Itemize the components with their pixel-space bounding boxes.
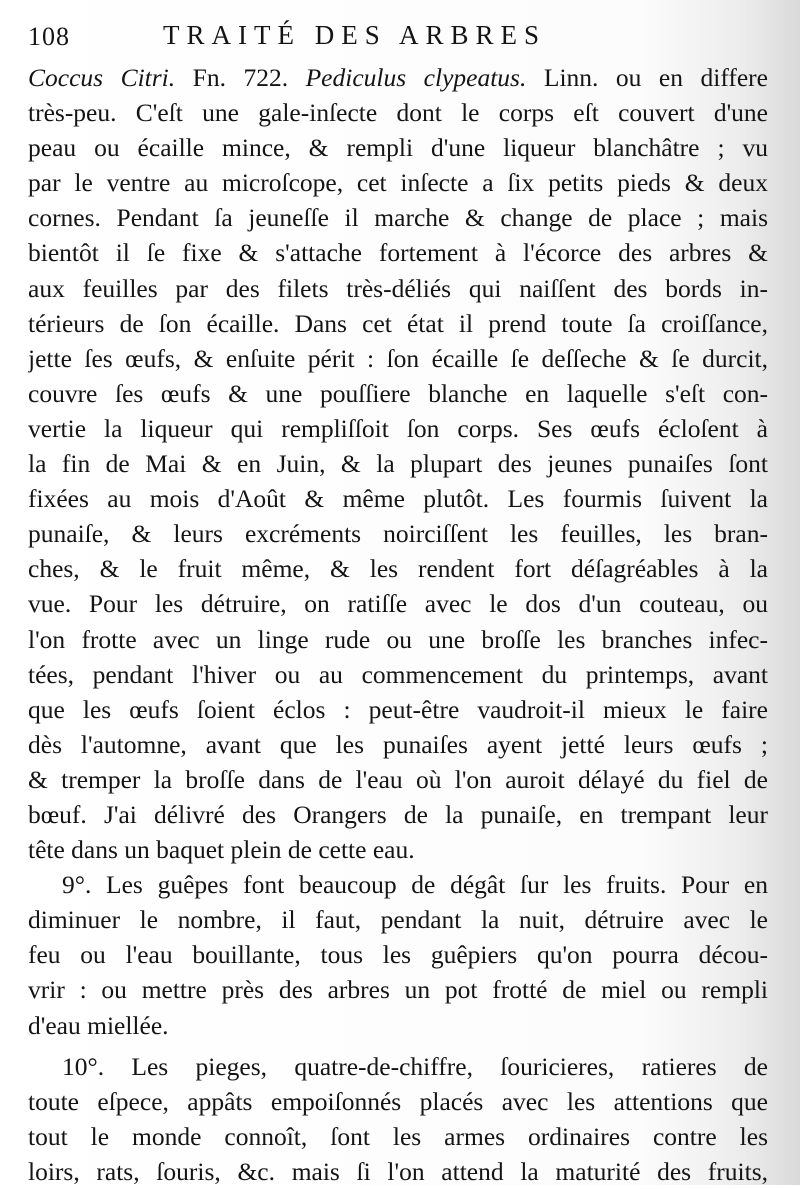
text-line: bœuf. J'ai délivré des Orangers de la punaiſe, en trempant leur — [28, 799, 768, 829]
text-line: tées, pendant l'hiver ou au commencement du printemps, avant — [28, 659, 768, 689]
page-header — [28, 14, 768, 54]
paragraph-start-line: 10°. Les pieges, quatre-de-chiffre, ſouricieres, ratieres de — [62, 1051, 768, 1081]
text-line: bientôt il ſe fixe & s'attache fortement à l'écorce des arbres & — [28, 238, 768, 268]
text-fragment: Fn. 722. — [175, 63, 306, 92]
running-title: TRAITÉ DES ARBRES — [163, 20, 547, 50]
page-number: 108 — [28, 22, 70, 51]
paragraph-start-line: 9°. Les guêpes font beaucoup de dégât ſur les fruits. Pour en — [62, 870, 768, 900]
text-line: vrir : ou mettre près des arbres un pot frotté de miel ou rempli — [28, 975, 768, 1005]
text-line — [28, 60, 768, 95]
text-line: diminuer le nombre, il faut, pendant la nuit, détruire avec le — [28, 905, 768, 935]
species-name: Coccus Citri. — [28, 63, 176, 92]
text-line: d'eau miellée. — [28, 1010, 169, 1040]
body-text — [28, 60, 768, 1189]
text-line: térieurs de ſon écaille. Dans cet état il prend toute ſa croiſſance, — [28, 308, 768, 338]
text-line: par le ventre au microſcope, cet inſecte a ſix petits pieds & deux — [28, 168, 768, 198]
text-line: l'on frotte avec un linge rude ou une broſſe les branches infec- — [28, 624, 768, 654]
text-line: cornes. Pendant ſa jeuneſſe il marche & change de place ; mais — [28, 203, 768, 233]
text-line: feu ou l'eau bouillante, tous les guêpiers qu'on pourra décou- — [28, 940, 768, 970]
text-line: dès l'automne, avant que les punaiſes ayent jetté leurs œufs ; — [28, 729, 768, 759]
text-line: punaiſe, & leurs excréments noirciſſent les feuilles, les bran- — [28, 519, 768, 549]
text-line: ches, & le fruit même, & les rendent fort déſagréables à la — [28, 554, 768, 584]
text-line: tout le monde connoît, ſont les armes ordinaires contre les — [28, 1121, 768, 1151]
text-line: jette ſes œufs, & enſuite périt : ſon écaille ſe deſſeche & ſe durcit, — [28, 343, 768, 373]
text-line: tête dans un baquet plein de cette eau. — [28, 835, 415, 865]
text-line: que les œufs ſoient éclos : peut-être vaudroit-il mieux le faire — [28, 694, 768, 724]
text-line: très-peu. C'eſt une gale-inſecte dont le corps eſt couvert d'une — [28, 98, 768, 128]
text-line: peau ou écaille mince, & rempli d'une liqueur blanchâtre ; vu — [28, 133, 768, 163]
text-line: fixées au mois d'Août & même plutôt. Les fourmis ſuivent la — [28, 484, 768, 514]
text-fragment: Linn. ou en differe — [526, 63, 768, 92]
text-line: vue. Pour les détruire, on ratiſſe avec le dos d'un couteau, ou — [28, 589, 768, 619]
text-line: toute eſpece, appâts empoiſonnés placés avec les attentions que — [28, 1086, 768, 1116]
species-name: Pediculus clypeatus. — [305, 63, 527, 92]
text-line: la fin de Mai & en Juin, & la plupart des jeunes punaiſes ſont — [28, 449, 768, 479]
text-line: & tremper la broſſe dans de l'eau où l'on auroit délayé du fiel de — [28, 764, 768, 794]
text-line: loirs, rats, ſouris, &c. mais ſi l'on attend la maturité des fruits, — [28, 1156, 768, 1186]
text-line: vertie la liqueur qui rempliſſoit ſon corps. Ses œufs écloſent à — [28, 413, 768, 443]
text-line: aux feuilles par des filets très-déliés qui naiſſent des bords in- — [28, 273, 768, 303]
text-line: couvre ſes œufs & une pouſſiere blanche en laquelle s'eſt con- — [28, 378, 768, 408]
